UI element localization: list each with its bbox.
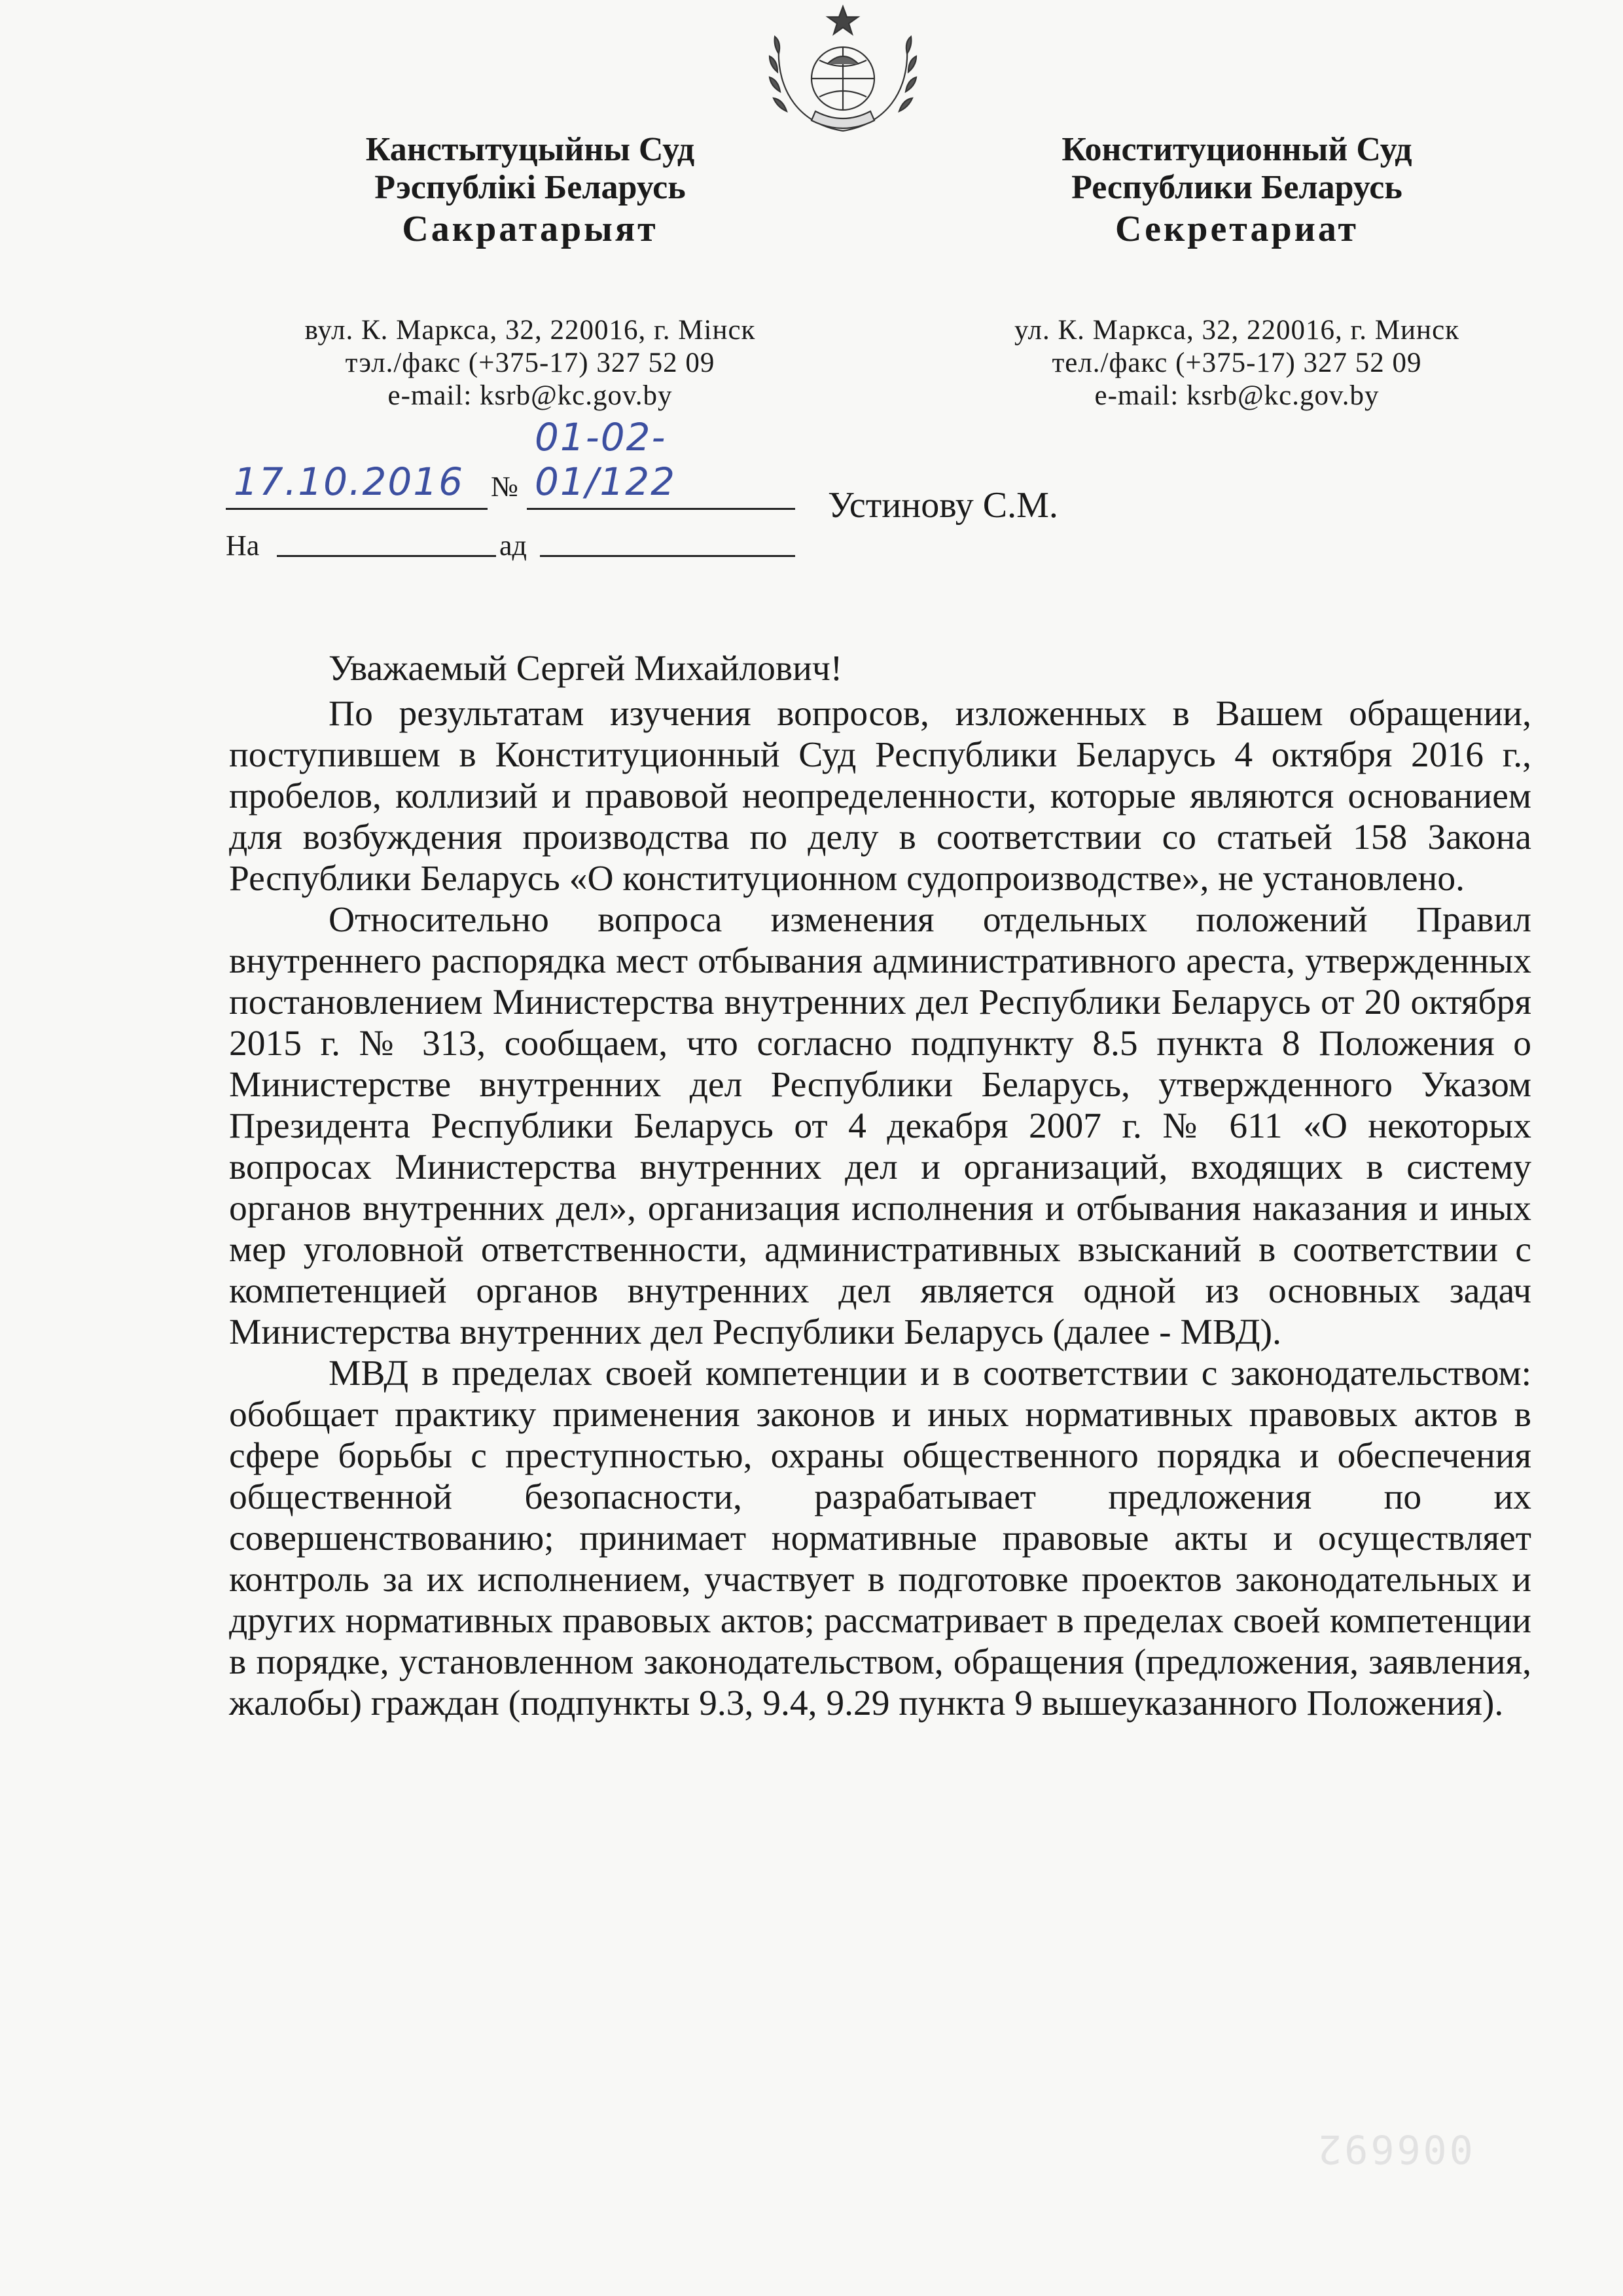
- reply-reference-line: [226, 529, 815, 568]
- org-name-line2: Рэспублікі Беларусь: [374, 169, 686, 206]
- org-phone: тел./факс (+375-17) 327 52 09: [1052, 348, 1422, 378]
- reply-to-blank: [277, 555, 496, 557]
- salutation: Уважаемый Сергей Михайлович!: [329, 649, 843, 689]
- paragraph: МВД в пределах своей компетенции и в соответствии с законодательством: обобщает практику применения законов и иных нормативных правовых актов в сфере борьбы с преступностью, охраны общественного порядка и обеспечения общественной безопасности, разрабатывает предложения по их совершенствованию; принимает нормативные правовые акты и осуществляет контроль за их исполнением, участвует в подготовке проектов законодательных и других нормативных правовых актов; рассматривает в пределах своей компетенции в порядке, установленном законодательством, обращения (предложения, заявления, жалобы) граждан (подпункты 9.3, 9.4, 9.29 пункта 9 вышеуказанного Положения).: [229, 1354, 1531, 1723]
- org-name-line1: Конституционный Суд: [1061, 131, 1412, 168]
- state-emblem-icon: [764, 0, 921, 137]
- org-address: вул. К. Маркса, 32, 220016, г. Мінск: [304, 315, 756, 346]
- addressee: Устинову С.М.: [828, 485, 1058, 526]
- paragraph: Относительно вопроса изменения отдельных положений Правил внутреннего распорядка мест отбывания административного ареста, утвержденных постановлением Министерства внутренних дел Республики Беларусь от 20 октября 2015 г. № 313, сообщаем, что согласно подпункту 8.5 пункта 8 Положения о Министерстве внутренних дел Республики Беларусь, утвержденного Указом Президента Республики Беларусь от 4 декабря 2007 г. № 611 «О некоторых вопросах Министерства внутренних дел и организаций, входящих в систему органов внутренних дел», организация исполнения и отбывания наказания и иных мер уголовной ответственности, административных взысканий в соответствии с компетенцией органов внутренних дел является одной из основных задач Министерства внутренних дел Республики Беларусь (далее - МВД).: [229, 900, 1531, 1352]
- letterhead-russian: [982, 131, 1492, 412]
- handwritten-number: 01-02-01/122: [535, 415, 677, 504]
- org-address: ул. К. Маркса, 32, 220016, г. Минск: [1014, 315, 1460, 346]
- registration-date-field: [226, 452, 488, 510]
- registration-block: [226, 415, 815, 569]
- org-name-line2: Республики Беларусь: [1071, 169, 1402, 206]
- org-name-line1: Канстытуцыйны Суд: [365, 131, 695, 168]
- org-contacts: [982, 314, 1492, 412]
- org-email: e-mail: ksrb@kc.gov.by: [387, 380, 673, 411]
- number-sign: №: [491, 471, 518, 503]
- reply-to-label: На: [226, 529, 260, 562]
- serial-stamp: 006692: [1315, 2126, 1473, 2172]
- paragraph: По результатам изучения вопросов, изложенных в Вашем обращении, поступившем в Конституционный Суд Республики Беларусь 4 октября 2016 г., пробелов, коллизий и правовой неопределенности, которые являются основанием для возбуждения производства по делу в соответствии со статьей 158 Закона Республики Беларусь «О конституционном судопроизводстве», не установлено.: [229, 694, 1531, 899]
- from-blank: [540, 555, 795, 557]
- from-label: ад: [499, 529, 527, 562]
- handwritten-date: 17.10.2016: [234, 459, 465, 504]
- org-email: e-mail: ksrb@kc.gov.by: [1094, 380, 1380, 411]
- org-phone: тэл./факс (+375-17) 327 52 09: [345, 348, 715, 378]
- org-department: Секретариат: [1115, 209, 1359, 249]
- org-department: Сакратарыят: [402, 209, 658, 249]
- registration-number-field: [527, 415, 795, 510]
- letter-body: [229, 648, 1531, 1724]
- org-contacts: [275, 314, 785, 412]
- letterhead-belarusian: [275, 131, 785, 412]
